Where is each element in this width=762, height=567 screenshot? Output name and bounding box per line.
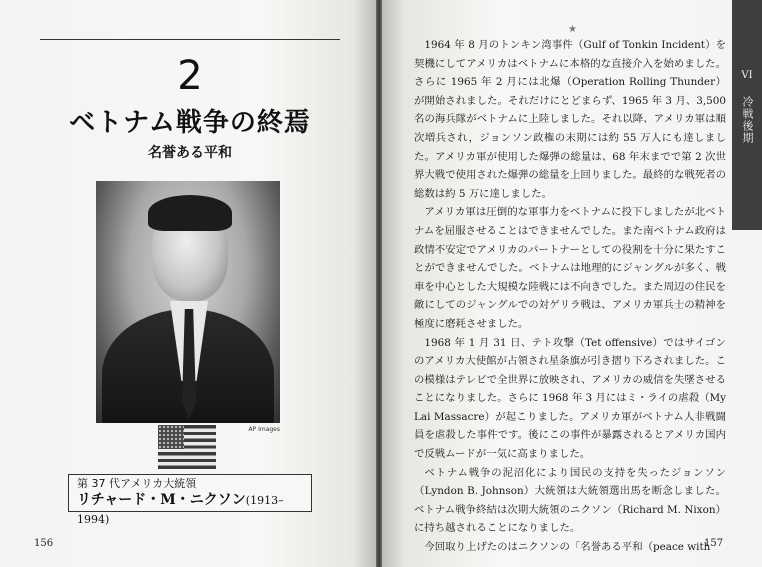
side-tab-label: 冷戦後期 — [741, 96, 754, 144]
chapter-subtitle: 名誉ある平和 — [148, 145, 232, 161]
portrait-photo — [96, 181, 280, 423]
flag-canton — [158, 425, 184, 449]
side-tab-number: VI — [741, 70, 753, 81]
chapter-title: ベトナム戦争の終焉 — [69, 108, 311, 138]
caption-name-line — [77, 491, 303, 529]
paragraph: 今回取り上げたのはニクソンの「名誉ある平和（peace with — [424, 541, 711, 554]
paragraph: 1968 年 1 月 31 日、テト攻撃（Tet offensive）ではサイゴンのアメリカ大使館が占領され星条旗が引き摺り下ろされました。この模様はテレビで全世界に放映され、アメリカの威信を失墜させることになりました。さらに 1968 年 3 月にはミ・ライの虐殺（My Lai Massacre）が起こりました。アメリカ軍がベトナム人非戦闘員を虐殺した事件です。後にこの事件が暴露されるとアメリカ国内で反戦ムードが一気に高まりました。 — [414, 336, 726, 461]
left-page — [0, 0, 376, 567]
paragraph: 1964 年 8 月のトンキン湾事件（Gulf of Tonkin Incident）を契機にしてアメリカはベトナムに本格的な直接介入を始めました。さらに 1965 年 2 月には北爆（Operation Rolling Thunder）が開始されました。それだけにとどまらず、1965 年 3 月、3,500 名の海兵隊がベトナムに上陸しました。それ以降、アメリカ軍は順次増兵され，ジョンソン政権の末期には約 55 万人にも達しました。アメリカ軍が使用した爆弾の総量は、68 年末までで第 2 次世界大戦で使用された爆弾の総量を上回りました。最終的な戦死者の総数は約 5 万に達しました。 — [414, 39, 726, 200]
top-rule — [40, 39, 340, 40]
portrait-hair — [148, 195, 232, 231]
paragraph: アメリカ軍は圧倒的な軍事力をベトナムに投下しましたが北ベトナムを屈服させることはできませんでした。また南ベトナム政府は政情不安定でアメリカのパートナーとしての役割を十分に果たすことができませんでした。ベトナムは地理的にジャングルが多く、戦車を中心とした大規模な陸戦には不向きでした。また周辺の住民を敵にしてのジャングルでの対ゲリラ戦は、アメリカ軍兵士の精神を極度に磨耗させました。 — [414, 206, 726, 330]
chapter-number: 2 — [177, 53, 203, 99]
paragraph: ベトナム戦争の泥沼化により国民の支持を失ったジョンソン（Lyndon B. Johnson）大統領は大統領選出馬を断念しました。ベトナム戦争終結は次期大統領のニクソン（Richard M. Nixon）に持ち越されることになりました。 — [414, 466, 726, 535]
caption-years: (1913–1994) — [77, 494, 284, 526]
caption-name: リチャード・M・ニクソン — [77, 492, 246, 508]
chapter-side-tab — [732, 0, 762, 230]
caption-role: 第 37 代アメリカ大統領 — [77, 477, 197, 490]
star-ornament-icon: ★ — [568, 24, 577, 35]
caption-box — [68, 474, 312, 526]
page-number-left: 156 — [34, 538, 54, 549]
us-flag-icon — [158, 425, 216, 469]
page-number-right: 157 — [704, 538, 724, 549]
body-text — [414, 36, 726, 557]
photo-credit: AP Images — [248, 426, 280, 433]
